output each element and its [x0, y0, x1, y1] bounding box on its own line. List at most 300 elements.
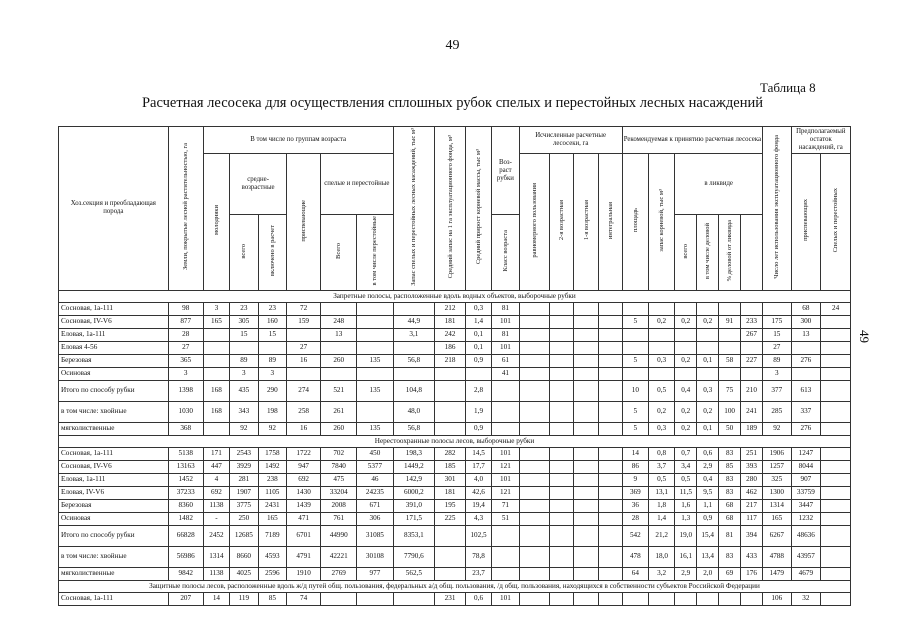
table-cell [287, 367, 321, 380]
table-cell [492, 546, 519, 567]
table-cell: 671 [357, 499, 393, 512]
table-cell: 43957 [791, 546, 821, 567]
table-cell: 562,5 [393, 567, 435, 580]
table-cell [574, 422, 598, 435]
table-cell: 248 [321, 315, 357, 328]
table-cell: 30108 [357, 546, 393, 567]
table-cell: 27 [287, 341, 321, 354]
header-liquid: в ликвиде [675, 154, 763, 215]
table-cell [550, 499, 574, 512]
table-cell [357, 592, 393, 605]
table-cell: 0,1 [697, 422, 719, 435]
table-cell [622, 367, 648, 380]
table-cell [598, 592, 622, 605]
table-cell: 0,2 [649, 315, 675, 328]
table-cell: 7189 [258, 525, 287, 546]
table-cell: 44,9 [393, 315, 435, 328]
row-label: Еловая, 1а-111 [59, 473, 169, 486]
table-cell: 89 [230, 354, 259, 367]
table-cell: 0,2 [675, 354, 697, 367]
table-cell: 185 [435, 460, 466, 473]
table-cell: 83 [719, 447, 741, 460]
table-cell [492, 401, 519, 422]
table-cell [675, 592, 697, 605]
table-cell: 100 [719, 401, 741, 422]
table-cell: 168 [203, 380, 229, 401]
table-cell: 50 [719, 422, 741, 435]
table-cell: 2431 [258, 499, 287, 512]
table-cell: 1906 [763, 447, 792, 460]
table-cell: 81 [492, 302, 519, 315]
table-cell: 13,1 [649, 486, 675, 499]
table-cell [821, 380, 851, 401]
table-cell: 56,8 [393, 422, 435, 435]
table-cell [393, 341, 435, 354]
table-cell: 306 [357, 512, 393, 525]
table-cell [821, 460, 851, 473]
table-cell [598, 447, 622, 460]
header-avg-stock: Средний запас на 1 га эксплуатационного фонда, м³ [446, 135, 454, 279]
table-cell: 231 [435, 592, 466, 605]
table-cell [598, 525, 622, 546]
table-cell [203, 341, 229, 354]
table-cell: 181 [435, 315, 466, 328]
table-cell [598, 460, 622, 473]
table-cell [598, 367, 622, 380]
table-cell [598, 302, 622, 315]
table-cell: 165 [763, 512, 792, 525]
table-cell: 198,3 [393, 447, 435, 460]
table-cell [230, 341, 259, 354]
table-cell: 907 [791, 473, 821, 486]
table-cell: 692 [203, 486, 229, 499]
row-label: Сосновая, IV-V6 [59, 315, 169, 328]
header-maturing: приспевающие [300, 199, 308, 242]
table-cell [622, 341, 648, 354]
table-cell: 32 [791, 592, 821, 605]
table-cell [821, 546, 851, 567]
header-liq-total: всего [682, 243, 690, 259]
header-area2: площадь [631, 208, 639, 233]
table-cell: 6267 [763, 525, 792, 546]
table-cell: 81 [719, 525, 741, 546]
table-cell [519, 525, 550, 546]
table-cell: 0,6 [697, 447, 719, 460]
table-cell: 276 [791, 422, 821, 435]
table-cell: 6701 [287, 525, 321, 546]
table-cell [519, 460, 550, 473]
table-cell: 4788 [763, 546, 792, 567]
row-label: Сосновая, 1а-111 [59, 302, 169, 315]
table-cell [598, 512, 622, 525]
table-cell: 0,3 [465, 302, 491, 315]
table-cell [821, 473, 851, 486]
table-cell: 225 [435, 512, 466, 525]
table-cell: 1430 [287, 486, 321, 499]
table-cell: 44990 [321, 525, 357, 546]
table-cell: 250 [230, 512, 259, 525]
table-cell: 92 [258, 422, 287, 435]
header-years: Число лет использования эксплуатационного фонда [773, 135, 781, 279]
table-cell: 0,5 [649, 380, 675, 401]
header-integral: интегральная [606, 201, 614, 239]
table-cell: 78,8 [465, 546, 491, 567]
table-cell: 2769 [321, 567, 357, 580]
table-cell: 267 [741, 328, 763, 341]
table-cell: 13 [321, 328, 357, 341]
table-cell [622, 592, 648, 605]
table-cell [622, 328, 648, 341]
table-row [59, 328, 851, 341]
table-cell [598, 354, 622, 367]
table-cell: 5 [622, 354, 648, 367]
table-cell: 68 [791, 302, 821, 315]
table-cell [321, 302, 357, 315]
table-cell: 66828 [168, 525, 203, 546]
table-cell [697, 367, 719, 380]
table-cell: 0,6 [465, 592, 491, 605]
table-cell: 1105 [258, 486, 287, 499]
table-cell: 1449,2 [393, 460, 435, 473]
table-cell: 101 [492, 447, 519, 460]
section-caption: Нерестоохранные полосы лесов, выборочные рубки [59, 435, 851, 447]
table-cell: 1257 [763, 460, 792, 473]
table-row [59, 315, 851, 328]
table-cell [649, 328, 675, 341]
table-cell: 0,7 [675, 447, 697, 460]
header-middle: средне-возрастные [230, 154, 287, 215]
table-cell: 1314 [203, 546, 229, 567]
table-cell [821, 499, 851, 512]
table-cell: 11,5 [675, 486, 697, 499]
section-caption: Защитные полосы лесов, расположенные вдоль ж/д путей общ. пользования, федеральных а/д общ. пользования, /д общ. пользования, находящихся в собственности субъектов Российской Федерации [59, 580, 851, 592]
table-cell [719, 302, 741, 315]
table-cell: 3 [168, 367, 203, 380]
section-caption: Запретные полосы, расположенные вдоль водных объектов, выборочные рубки [59, 290, 851, 302]
table-cell [574, 499, 598, 512]
table-cell: 0,3 [697, 380, 719, 401]
table-cell [649, 341, 675, 354]
table-cell: 104,8 [393, 380, 435, 401]
table-cell [519, 380, 550, 401]
table-cell: 121 [492, 486, 519, 499]
table-cell [435, 401, 466, 422]
table-cell [719, 592, 741, 605]
table-cell: 3 [258, 367, 287, 380]
table-cell: 0,5 [675, 473, 697, 486]
table-cell [287, 328, 321, 341]
header-mature-total: Всего [335, 243, 343, 260]
table-cell [393, 302, 435, 315]
table-cell: 1439 [287, 499, 321, 512]
table-row [59, 473, 851, 486]
table-cell: 613 [791, 380, 821, 401]
table-cell [203, 354, 229, 367]
row-label: Осиновая [59, 367, 169, 380]
table-cell: 85 [719, 460, 741, 473]
table-cell [519, 354, 550, 367]
header-area: Земли, покрытые лесной растительностью, га [182, 143, 190, 271]
table-cell: 433 [741, 546, 763, 567]
table-cell: 280 [741, 473, 763, 486]
table-cell: 0,4 [675, 380, 697, 401]
table-cell: 1492 [258, 460, 287, 473]
table-cell [550, 354, 574, 367]
table-cell [519, 473, 550, 486]
table-cell: 1232 [791, 512, 821, 525]
table-cell: 1247 [791, 447, 821, 460]
header-liq-business: в том числе деловой [704, 222, 712, 280]
table-row [59, 401, 851, 422]
table-cell [203, 367, 229, 380]
table-cell [203, 328, 229, 341]
table-cell [821, 567, 851, 580]
table-cell: 521 [321, 380, 357, 401]
table-cell: 14 [622, 447, 648, 460]
table-cell: 0,2 [697, 401, 719, 422]
table-cell: 4593 [258, 546, 287, 567]
table-cell: 2008 [321, 499, 357, 512]
table-cell: 101 [492, 315, 519, 328]
table-row [59, 525, 851, 546]
table-cell: 64 [622, 567, 648, 580]
table-cell: 233 [741, 315, 763, 328]
table-cell: 56,8 [393, 354, 435, 367]
row-label: Сосновая, 1а-111 [59, 447, 169, 460]
table-cell: 13,4 [697, 546, 719, 567]
table-cell [821, 367, 851, 380]
table-cell: 23 [230, 302, 259, 315]
table-cell: 92 [763, 422, 792, 435]
table-cell [821, 328, 851, 341]
table-cell: 19,0 [675, 525, 697, 546]
table-cell: 0,1 [697, 354, 719, 367]
table-cell [519, 592, 550, 605]
row-label: Еловая, IV-V6 [59, 486, 169, 499]
row-label: Итого по способу рубки [59, 525, 169, 546]
table-cell: 0,9 [465, 354, 491, 367]
table-cell: 17,7 [465, 460, 491, 473]
table-cell: 181 [435, 486, 466, 499]
header-rem-maturing: приспевающих [802, 199, 810, 242]
table-cell [574, 380, 598, 401]
table-cell [821, 486, 851, 499]
table-cell: 101 [492, 473, 519, 486]
side-page-number: 49 [857, 330, 872, 343]
table-cell [550, 473, 574, 486]
header-remaining: Предполагаемый остаток насаждений, га [791, 127, 850, 154]
table-cell: 1,9 [465, 401, 491, 422]
forest-table [58, 126, 851, 606]
table-cell [598, 315, 622, 328]
table-cell [435, 367, 466, 380]
table-cell: 4 [203, 473, 229, 486]
table-cell [675, 302, 697, 315]
table-cell: 4,3 [465, 512, 491, 525]
table-cell [550, 447, 574, 460]
table-cell [519, 315, 550, 328]
table-cell: 171 [203, 447, 229, 460]
table-cell: 160 [258, 315, 287, 328]
table-cell [519, 401, 550, 422]
table-cell: 1,6 [675, 499, 697, 512]
table-cell: 5377 [357, 460, 393, 473]
table-row [59, 512, 851, 525]
table-cell: 18,0 [649, 546, 675, 567]
table-cell: 28 [168, 328, 203, 341]
table-cell: 7840 [321, 460, 357, 473]
table-cell: 207 [168, 592, 203, 605]
table-header [59, 127, 851, 291]
header-rem-mature: Спелых и перестойных [832, 188, 840, 253]
table-cell: 393 [741, 460, 763, 473]
table-cell: 91 [719, 315, 741, 328]
table-cell [598, 486, 622, 499]
table-cell [550, 486, 574, 499]
table-cell: 24235 [357, 486, 393, 499]
table-cell [697, 341, 719, 354]
table-cell [574, 512, 598, 525]
table-cell [719, 341, 741, 354]
row-label: Сосновая, IV-V6 [59, 460, 169, 473]
table-cell: 281 [230, 473, 259, 486]
table-cell [393, 367, 435, 380]
table-cell: 0,2 [697, 315, 719, 328]
table-cell: 241 [741, 401, 763, 422]
table-cell: 15 [763, 328, 792, 341]
table-cell: 0,2 [675, 315, 697, 328]
table-cell: 0,5 [649, 473, 675, 486]
table-cell: 24 [821, 302, 851, 315]
table-row [59, 422, 851, 435]
table-cell [791, 367, 821, 380]
table-row [59, 592, 851, 605]
table-cell: 0,9 [697, 512, 719, 525]
table-cell: 23,7 [465, 567, 491, 580]
table-cell: 2,0 [697, 567, 719, 580]
table-cell: 176 [741, 567, 763, 580]
table-cell: 81 [492, 328, 519, 341]
table-cell: 135 [357, 422, 393, 435]
table-cell: 3775 [230, 499, 259, 512]
table-cell [550, 512, 574, 525]
table-cell: 195 [435, 499, 466, 512]
table-cell [550, 546, 574, 567]
row-label: мягколиственные [59, 567, 169, 580]
table-cell [550, 422, 574, 435]
table-cell: 450 [357, 447, 393, 460]
row-label: Итого по способу рубки [59, 380, 169, 401]
table-cell: 1,8 [649, 499, 675, 512]
table-cell: 377 [763, 380, 792, 401]
table-cell: 189 [741, 422, 763, 435]
table-cell [321, 341, 357, 354]
table-cell: 15 [230, 328, 259, 341]
table-cell: 16 [287, 354, 321, 367]
table-cell: 5 [622, 422, 648, 435]
row-label: Сосновая, 1а-111 [59, 592, 169, 605]
table-cell: 1,1 [697, 499, 719, 512]
table-cell: 0,8 [649, 447, 675, 460]
table-cell [550, 460, 574, 473]
table-cell [550, 401, 574, 422]
table-cell [435, 567, 466, 580]
table-cell: 8044 [791, 460, 821, 473]
table-cell: 135 [357, 354, 393, 367]
table-cell [321, 592, 357, 605]
table-cell: 1,4 [465, 315, 491, 328]
table-cell: 83 [719, 486, 741, 499]
table-cell: 21,2 [649, 525, 675, 546]
table-body [59, 290, 851, 605]
table-cell [574, 315, 598, 328]
table-cell: 4679 [791, 567, 821, 580]
table-cell: 7790,6 [393, 546, 435, 567]
table-cell: 325 [763, 473, 792, 486]
table-cell: 72 [287, 302, 321, 315]
document-title: Расчетная лесосека для осуществления сплошных рубок спелых и перестойных лесных насаждений [141, 95, 764, 111]
table-cell [791, 341, 821, 354]
table-cell: 46 [357, 473, 393, 486]
table-cell [435, 525, 466, 546]
table-cell [574, 473, 598, 486]
table-cell [519, 328, 550, 341]
table-cell: 83 [719, 546, 741, 567]
table-cell: 175 [763, 315, 792, 328]
table-cell: 692 [287, 473, 321, 486]
table-cell [203, 422, 229, 435]
table-cell [550, 341, 574, 354]
table-cell: 74 [287, 592, 321, 605]
table-cell [357, 328, 393, 341]
table-cell: 9,5 [697, 486, 719, 499]
table-cell: 0,9 [465, 422, 491, 435]
header-mid-total: всего [240, 243, 248, 259]
table-cell: 9 [622, 473, 648, 486]
table-cell [574, 592, 598, 605]
table-cell: 37233 [168, 486, 203, 499]
table-cell [719, 367, 741, 380]
row-label: мягколиственные [59, 422, 169, 435]
table-row [59, 460, 851, 473]
table-cell: 119 [230, 592, 259, 605]
table-cell [697, 302, 719, 315]
table-cell [821, 447, 851, 460]
table-cell: 3447 [791, 499, 821, 512]
table-cell: 394 [741, 525, 763, 546]
table-cell: 121 [492, 460, 519, 473]
table-row [59, 302, 851, 315]
table-cell [357, 315, 393, 328]
table-cell [492, 525, 519, 546]
table-label: Таблица 8 [760, 80, 816, 95]
table-cell: 475 [321, 473, 357, 486]
table-cell [598, 422, 622, 435]
table-row [59, 486, 851, 499]
table-cell [574, 486, 598, 499]
table-cell: 16 [287, 422, 321, 435]
table-cell: 2,9 [675, 567, 697, 580]
table-cell: 2,8 [465, 380, 491, 401]
page-number: 49 [445, 38, 460, 53]
table-cell: 186 [435, 341, 466, 354]
table-cell: 242 [435, 328, 466, 341]
table-cell [598, 328, 622, 341]
table-cell [435, 380, 466, 401]
table-cell: 300 [791, 315, 821, 328]
table-cell: 251 [741, 447, 763, 460]
table-cell [741, 341, 763, 354]
